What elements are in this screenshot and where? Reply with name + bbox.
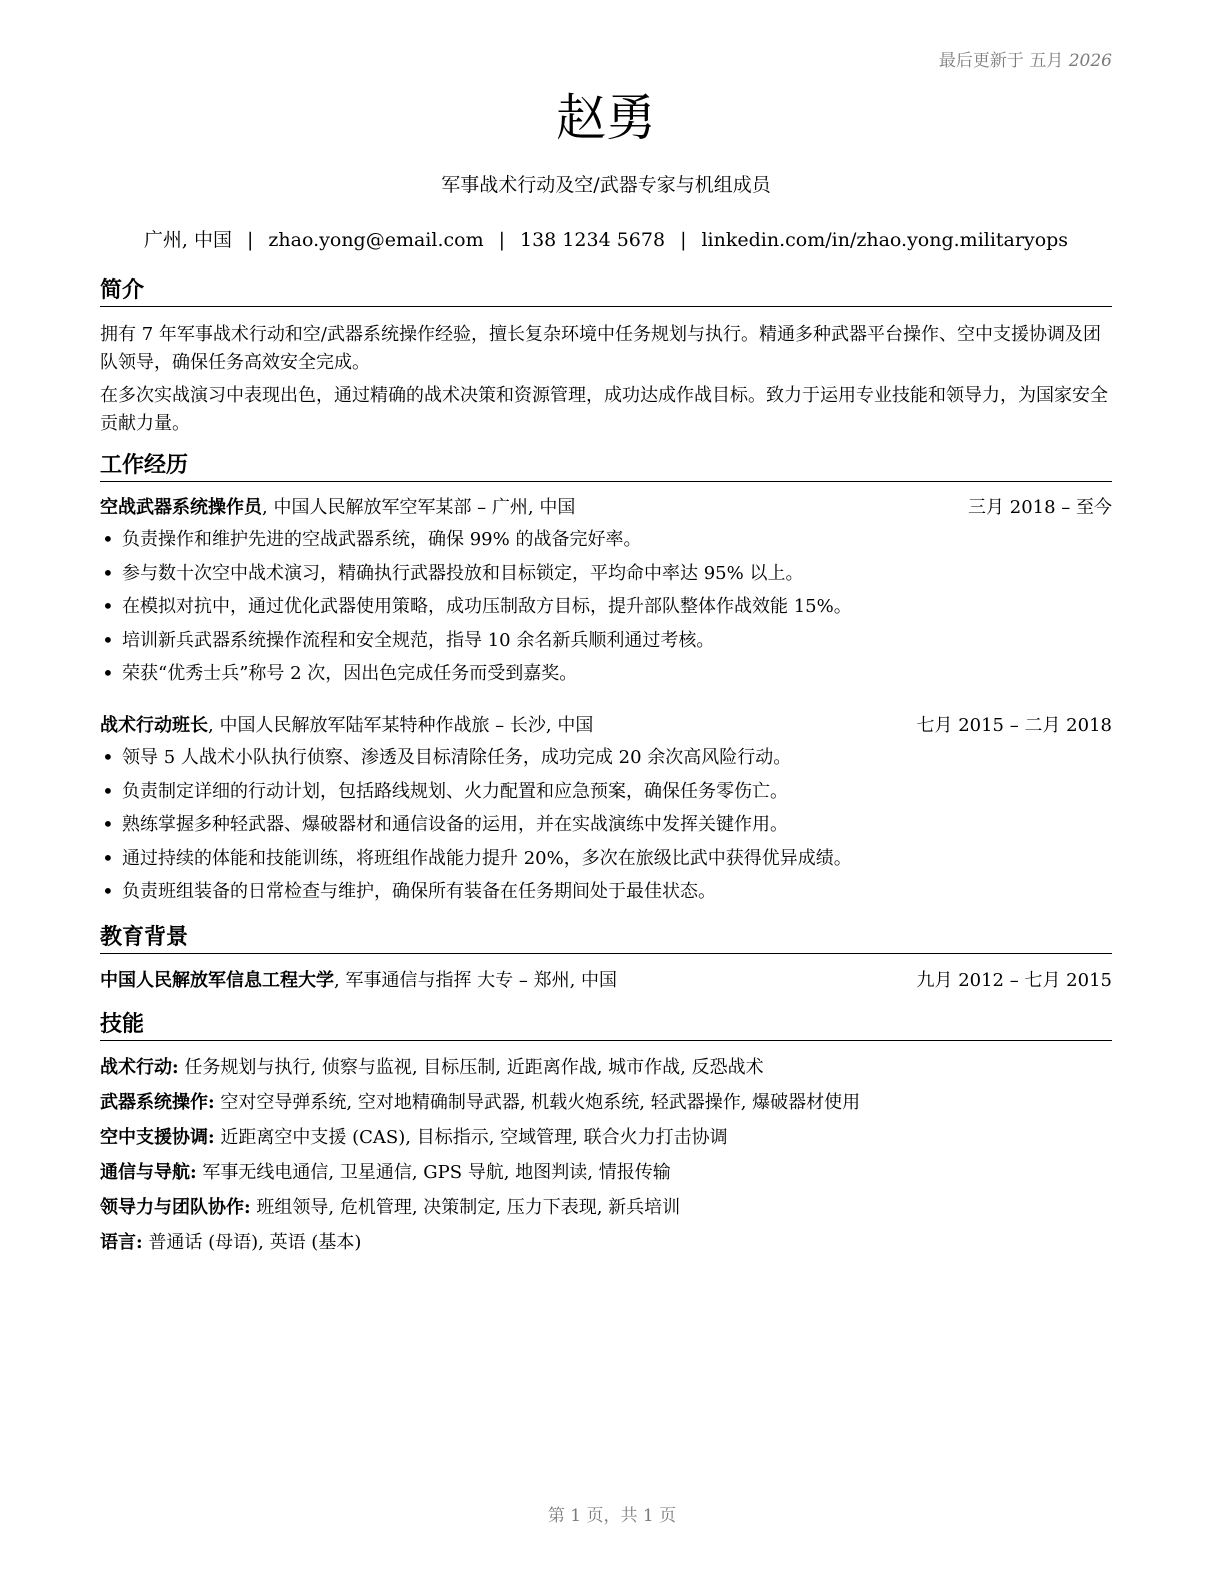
job-organization: , 中国人民解放军陆军某特种作战旅 – 长沙, 中国	[208, 715, 594, 736]
skill-values: 任务规划与执行, 侦察与监视, 目标压制, 近距离作战, 城市作战, 反恐战术	[178, 1057, 764, 1078]
job-role: 空战武器系统操作员	[100, 497, 262, 518]
job-bullet: • 领导 5 人战术小队执行侦察、渗透及目标清除任务，成功完成 20 余次高风险行动。	[100, 741, 1112, 775]
contact-phone: 138 1234 5678	[520, 229, 666, 251]
section-title-experience: 工作经历	[100, 452, 1112, 482]
job-bullet: • 参与数十次空中战术演习，精确执行武器投放和目标锁定，平均命中率达 95% 以上。	[100, 557, 1112, 591]
job-bullet: • 通过持续的体能和技能训练，将班组作战能力提升 20%，多次在旅级比武中获得优异成绩。	[100, 842, 1112, 876]
skill-category: 通信与导航:	[100, 1162, 197, 1183]
contact-location: 广州, 中国	[143, 229, 233, 251]
job-bullet: • 负责制定详细的行动计划，包括路线规划、火力配置和应急预案，确保任务零伤亡。	[100, 775, 1112, 809]
contact-line	[100, 225, 1112, 252]
contact-separator: |	[498, 229, 505, 251]
skill-category: 空中支援协调:	[100, 1127, 215, 1148]
skill-category: 领导力与团队协作:	[100, 1197, 251, 1218]
education-entry	[100, 967, 1112, 995]
section-title-skills: 技能	[100, 1011, 1112, 1041]
skill-values: 班组领导, 危机管理, 决策制定, 压力下表现, 新兵培训	[250, 1197, 681, 1218]
job-bullet: • 培训新兵武器系统操作流程和安全规范，指导 10 余名新兵顺利通过考核。	[100, 624, 1112, 658]
last-updated	[939, 46, 1112, 71]
page-number: 第 1 页，共 1 页	[547, 1506, 677, 1526]
job-bullet: • 负责班组装备的日常检查与维护，确保所有装备在任务期间处于最佳状态。	[100, 875, 1112, 909]
summary-paragraph: 在多次实战演习中表现出色，通过精确的战术决策和资源管理，成功达成作战目标。致力于运用专业技能和领导力，为国家安全贡献力量。	[100, 385, 1108, 434]
skill-category: 武器系统操作:	[100, 1092, 215, 1113]
skill-line	[100, 1159, 1112, 1187]
skill-line	[100, 1124, 1112, 1152]
contact-linkedin: linkedin.com/in/zhao.yong.militaryops	[701, 229, 1069, 251]
skill-line	[100, 1089, 1112, 1117]
last-updated-label: 最后更新于 五月	[938, 51, 1064, 71]
job-date: 三月 2018 – 至今	[968, 497, 1112, 518]
skill-values: 普通话 (母语), 英语 (基本)	[142, 1232, 362, 1253]
job-header	[100, 494, 1112, 522]
summary-paragraph: 拥有 7 年军事战术行动和空/武器系统操作经验，擅长复杂环境中任务规划与执行。精通多种武器平台操作、空中支援协调及团队领导，确保任务高效安全完成。	[100, 324, 1101, 373]
skill-line	[100, 1194, 1112, 1222]
skill-line	[100, 1229, 1112, 1257]
job-organization: , 中国人民解放军空军某部 – 广州, 中国	[262, 497, 576, 518]
job-role: 战术行动班长	[100, 715, 208, 736]
contact-separator: |	[247, 229, 254, 251]
education-school: 中国人民解放军信息工程大学	[100, 970, 334, 991]
job-bullets	[100, 523, 1112, 691]
job-header	[100, 712, 1112, 740]
last-updated-year: 2026	[1068, 51, 1112, 71]
job-bullet: • 在模拟对抗中，通过优化武器使用策略，成功压制敌方目标，提升部队整体作战效能 15%。	[100, 590, 1112, 624]
skill-values: 空对空导弹系统, 空对地精确制导武器, 机载火炮系统, 轻武器操作, 爆破器材使用	[214, 1092, 861, 1113]
resume-page	[100, 0, 1112, 1584]
contact-separator: |	[680, 229, 687, 251]
job-bullet: • 荣获“优秀士兵”称号 2 次，因出色完成任务而受到嘉奖。	[100, 657, 1112, 691]
job-bullet: • 熟练掌握多种轻武器、爆破器材和通信设备的运用，并在实战演练中发挥关键作用。	[100, 808, 1112, 842]
skill-values: 近距离空中支援 (CAS), 目标指示, 空域管理, 联合火力打击协调	[214, 1127, 728, 1148]
section-title-summary: 简介	[100, 277, 1112, 307]
candidate-subtitle: 军事战术行动及空/武器专家与机组成员	[441, 174, 771, 196]
job-bullets	[100, 741, 1112, 909]
contact-email: zhao.yong@email.com	[268, 229, 484, 251]
education-date: 九月 2012 – 七月 2015	[916, 970, 1112, 991]
skill-values: 军事无线电通信, 卫星通信, GPS 导航, 地图判读, 情报传输	[196, 1162, 671, 1183]
job-date: 七月 2015 – 二月 2018	[916, 715, 1112, 736]
candidate-name: 赵勇	[556, 89, 656, 147]
skill-line	[100, 1054, 1112, 1082]
skill-category: 战术行动:	[100, 1057, 179, 1078]
skill-category: 语言:	[100, 1232, 143, 1253]
section-title-education: 教育背景	[100, 924, 1112, 954]
education-detail: , 军事通信与指挥 大专 – 郑州, 中国	[334, 970, 618, 991]
job-bullet: • 负责操作和维护先进的空战武器系统，确保 99% 的战备完好率。	[100, 523, 1112, 557]
